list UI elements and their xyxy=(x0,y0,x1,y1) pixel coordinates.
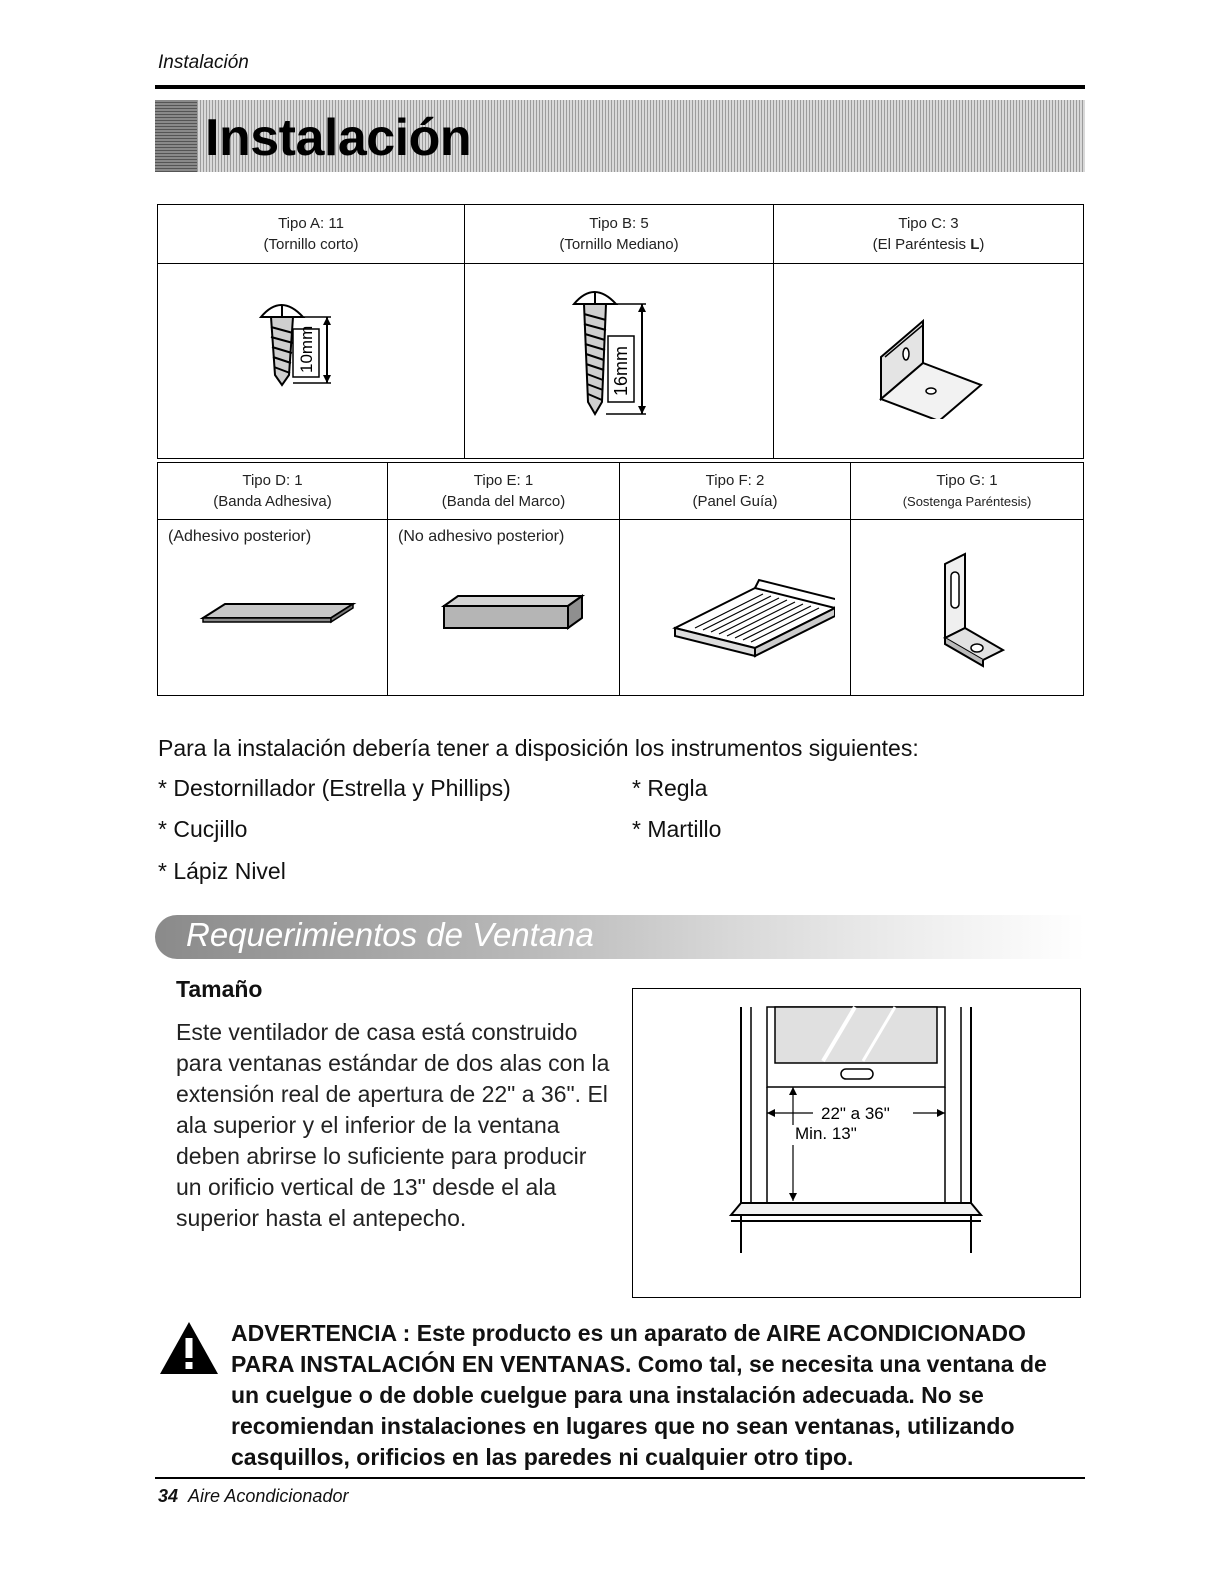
part-c-image-cell xyxy=(774,264,1084,459)
window-diagram xyxy=(632,988,1081,1298)
part-a-type: Tipo A: 11 xyxy=(278,215,344,232)
holding-bracket-icon xyxy=(887,540,1047,690)
page-number: 34 xyxy=(158,1486,179,1506)
size-heading: Tamaño xyxy=(176,976,263,1002)
parts-image-row xyxy=(158,520,1084,696)
part-c-type: Tipo C: 3 xyxy=(898,215,959,232)
title-block xyxy=(155,100,197,172)
part-d-desc: (Banda Adhesiva) xyxy=(213,493,332,510)
footer-product: Aire Acondicionador xyxy=(188,1486,349,1506)
tool-item: * Cucjillo xyxy=(158,816,248,842)
part-c-label xyxy=(774,205,1084,264)
part-f-image-cell xyxy=(620,520,851,696)
part-f-desc: (Panel Guía) xyxy=(692,493,778,510)
warning-text: ADVERTENCIA : Este producto es un aparato de AIRE ACONDICIONADO PARA INSTALACIÓN EN VENTANAS. Como tal, se necesita una ventana de un cuelgue o de doble cuelgue para una instalación adecuada. No se recomiendan instalaciones en lugares que no sean ventanas, utilizando casquillos, orificios en las paredes ni cualquier otro tipo. xyxy=(231,1320,1047,1470)
parts-table-bottom xyxy=(157,462,1084,696)
window-opening-illustration xyxy=(633,989,1080,1297)
part-d-type: Tipo D: 1 xyxy=(242,472,303,489)
footer-rule xyxy=(155,1477,1085,1479)
adhesive-strip-icon xyxy=(173,546,373,656)
page-title: Instalación xyxy=(205,109,472,167)
parts-table-top xyxy=(157,204,1084,459)
part-a-dimension: 10mm xyxy=(297,325,316,373)
tool-item: * Destornillador (Estrella y Phillips) xyxy=(158,775,511,801)
part-d-label xyxy=(158,463,388,520)
height-dimension-label: Min. 13" xyxy=(795,1124,857,1143)
part-g-type: Tipo G: 1 xyxy=(936,472,998,489)
running-header: Instalación xyxy=(158,52,249,73)
part-e-image-cell xyxy=(388,520,620,696)
part-f-label xyxy=(620,463,851,520)
part-g-image-cell xyxy=(851,520,1084,696)
part-g-label xyxy=(851,463,1084,520)
part-c-desc xyxy=(774,234,1083,255)
part-b-desc: (Tornillo Mediano) xyxy=(559,236,679,253)
section-title: Requerimientos de Ventana xyxy=(186,916,594,953)
medium-screw-icon xyxy=(534,274,704,444)
part-f-type: Tipo F: 2 xyxy=(705,472,765,489)
part-g-desc: (Sostenga Paréntesis) xyxy=(902,494,1032,509)
width-dimension-label: 22" a 36" xyxy=(821,1104,890,1123)
part-d-image-cell xyxy=(158,520,388,696)
size-description: Este ventilador de casa está construido para ventanas estándar de dos alas con la extensión real de apertura de 22" a 36". El ala superior y el inferior de la ventana deben abrirse lo suficiente para producir un orificio vertical de 13" desde el ala superior hasta el antepecho. xyxy=(176,1019,610,1231)
part-a-desc: (Tornillo corto) xyxy=(263,236,359,253)
part-c-desc-post: ) xyxy=(979,236,985,253)
part-e-label xyxy=(388,463,620,520)
part-b-image-cell xyxy=(465,264,774,459)
tools-intro: Para la instalación debería tener a disposición los instrumentos siguientes: xyxy=(158,735,919,761)
tool-item: * Regla xyxy=(632,775,708,801)
part-e-note: (No adhesivo posterior) xyxy=(398,528,565,545)
part-e-desc: (Banda del Marco) xyxy=(441,493,566,510)
short-screw-icon xyxy=(231,289,391,429)
part-b-label xyxy=(465,205,774,264)
part-a-image-cell xyxy=(158,264,465,459)
parts-label-row xyxy=(158,463,1084,520)
part-c-desc-pre: (El Paréntesis xyxy=(872,236,971,253)
parts-label-row xyxy=(158,205,1084,264)
part-a-label xyxy=(158,205,465,264)
part-b-type: Tipo B: 5 xyxy=(589,215,649,232)
page-footer xyxy=(158,1486,348,1507)
guide-panel-icon xyxy=(635,530,835,680)
part-c-desc-bold: L xyxy=(970,236,980,253)
warning-icon xyxy=(158,1320,220,1376)
part-d-note: (Adhesivo posterior) xyxy=(168,528,312,545)
tool-item: * Martillo xyxy=(632,816,722,842)
tool-item: * Lápiz Nivel xyxy=(158,858,286,884)
parts-image-row xyxy=(158,264,1084,459)
part-e-type: Tipo E: 1 xyxy=(473,472,534,489)
header-rule xyxy=(155,85,1085,89)
l-bracket-icon xyxy=(849,299,1009,419)
frame-strip-icon xyxy=(404,546,604,656)
part-b-dimension: 16mm xyxy=(611,345,631,396)
